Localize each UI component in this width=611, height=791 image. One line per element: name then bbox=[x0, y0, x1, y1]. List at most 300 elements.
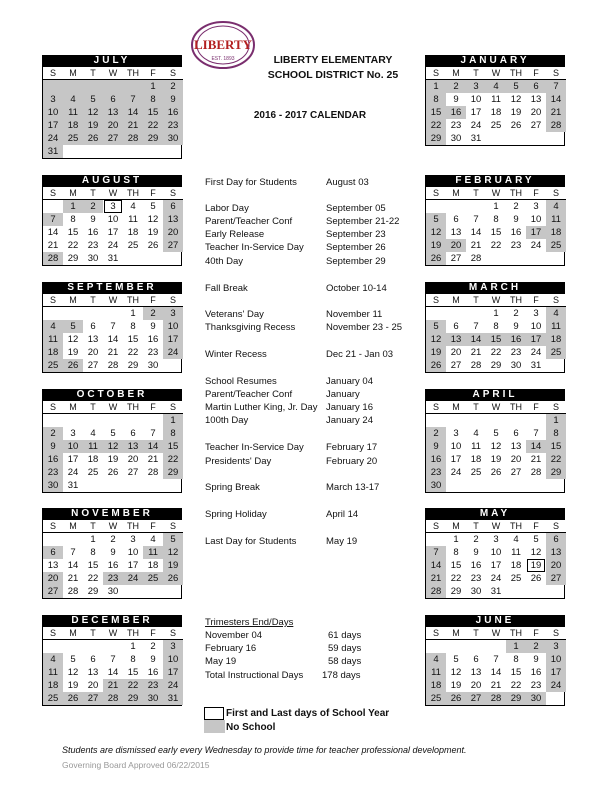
weekday-header: M bbox=[446, 401, 466, 414]
day-cell: 16 bbox=[510, 227, 522, 238]
day-cell: 20 bbox=[530, 107, 542, 118]
month-title: MARCH bbox=[425, 282, 565, 294]
day-cell: 7 bbox=[426, 546, 446, 559]
legend-first-last-swatch bbox=[204, 707, 224, 720]
day-cell: 17 bbox=[490, 560, 502, 571]
day-cell: 18 bbox=[510, 560, 522, 571]
day-cell: 2 bbox=[143, 307, 163, 320]
day-cell: 3 bbox=[163, 307, 183, 320]
empty-cell bbox=[123, 145, 143, 158]
day-cell: 17 bbox=[107, 227, 119, 238]
weekday-header: M bbox=[446, 294, 466, 307]
event-label: First Day for Students bbox=[205, 177, 297, 188]
day-cell: 12 bbox=[426, 226, 446, 239]
day-cell: 21 bbox=[426, 572, 446, 585]
day-cell: 26 bbox=[83, 132, 103, 145]
day-cell: 12 bbox=[67, 334, 79, 345]
weekday-header: W bbox=[486, 520, 506, 533]
event-label: Teacher In-Service Day bbox=[205, 242, 304, 253]
day-cell: 28 bbox=[426, 585, 446, 598]
day-cell: 12 bbox=[530, 547, 542, 558]
day-cell: 22 bbox=[123, 679, 143, 692]
weekday-header: S bbox=[163, 67, 183, 80]
day-cell: 29 bbox=[127, 360, 139, 371]
day-cell: 24 bbox=[107, 240, 119, 251]
day-cell: 19 bbox=[490, 454, 502, 465]
legend-first-last-label: First and Last days of School Year bbox=[226, 708, 390, 719]
day-cell: 10 bbox=[530, 321, 542, 332]
day-cell: 23 bbox=[450, 120, 462, 131]
day-cell: 10 bbox=[450, 441, 462, 452]
day-cell: 4 bbox=[486, 80, 506, 93]
day-cell: 22 bbox=[490, 240, 502, 251]
empty-cell bbox=[123, 585, 143, 598]
weekday-header: F bbox=[143, 67, 163, 80]
trimester-label: February 16 bbox=[205, 643, 257, 654]
day-cell: 17 bbox=[470, 107, 482, 118]
weekday-header: TH bbox=[506, 401, 526, 414]
day-cell: 18 bbox=[63, 119, 83, 132]
school-name: LIBERTY ELEMENTARY SCHOOL DISTRICT No. 25 bbox=[267, 54, 399, 81]
weekday-header: M bbox=[63, 401, 83, 414]
day-cell: 13 bbox=[87, 667, 99, 678]
day-cell: 1 bbox=[143, 80, 163, 93]
day-cell: 31 bbox=[530, 360, 542, 371]
day-cell: 28 bbox=[470, 253, 482, 264]
event-date: Dec 21 - Jan 03 bbox=[326, 349, 394, 360]
day-cell: 23 bbox=[147, 347, 159, 358]
day-cell: 13 bbox=[87, 334, 99, 345]
month-title: OCTOBER bbox=[42, 389, 182, 401]
weekday-header: S bbox=[163, 401, 183, 414]
day-cell: 12 bbox=[426, 333, 446, 346]
empty-cell bbox=[426, 414, 446, 427]
day-cell: 16 bbox=[43, 453, 63, 466]
day-cell: 14 bbox=[490, 667, 502, 678]
day-cell: 28 bbox=[486, 692, 506, 705]
legend-no-school-swatch bbox=[204, 720, 225, 733]
weekday-header: S bbox=[43, 67, 63, 80]
day-cell: 2 bbox=[513, 308, 519, 319]
weekday-header: F bbox=[143, 187, 163, 200]
event-label: Teacher In-Service Day bbox=[205, 442, 304, 453]
day-cell: 27 bbox=[466, 692, 486, 705]
empty-cell bbox=[63, 414, 83, 427]
day-cell: 28 bbox=[530, 467, 542, 478]
day-cell: 1 bbox=[453, 534, 459, 545]
day-cell: 30 bbox=[470, 586, 482, 597]
weekday-header: S bbox=[43, 627, 63, 640]
day-cell: 2 bbox=[150, 641, 156, 652]
day-cell: 9 bbox=[473, 547, 479, 558]
event-label: Early Release bbox=[205, 229, 265, 240]
day-cell: 20 bbox=[127, 454, 139, 465]
day-cell: 3 bbox=[103, 200, 123, 213]
weekday-header: T bbox=[466, 627, 486, 640]
trimester-label: November 04 bbox=[205, 630, 263, 641]
day-cell: 8 bbox=[130, 321, 136, 332]
empty-cell bbox=[83, 145, 103, 158]
day-cell: 8 bbox=[70, 214, 76, 225]
weekday-header: S bbox=[426, 294, 446, 307]
day-cell: 6 bbox=[513, 428, 519, 439]
day-cell: 11 bbox=[546, 320, 566, 333]
day-cell: 25 bbox=[426, 692, 446, 705]
weekday-header: S bbox=[426, 187, 446, 200]
day-cell: 30 bbox=[510, 360, 522, 371]
day-cell: 9 bbox=[163, 93, 183, 106]
day-cell: 17 bbox=[67, 454, 79, 465]
day-cell: 12 bbox=[490, 441, 502, 452]
day-cell: 21 bbox=[107, 347, 119, 358]
day-cell: 4 bbox=[546, 200, 566, 213]
weekday-header: W bbox=[486, 294, 506, 307]
weekday-header: M bbox=[63, 187, 83, 200]
day-cell: 3 bbox=[163, 640, 183, 653]
day-cell: 23 bbox=[43, 466, 63, 479]
day-cell: 6 bbox=[103, 93, 123, 106]
day-cell: 29 bbox=[143, 132, 163, 145]
weekday-header: F bbox=[526, 294, 546, 307]
weekday-header: TH bbox=[506, 520, 526, 533]
day-cell: 3 bbox=[43, 93, 63, 106]
month-october bbox=[42, 389, 182, 493]
month-august bbox=[42, 175, 182, 266]
day-cell: 21 bbox=[67, 573, 79, 584]
empty-cell bbox=[546, 585, 566, 598]
day-cell: 23 bbox=[103, 572, 123, 585]
day-cell: 8 bbox=[130, 654, 136, 665]
day-cell: 25 bbox=[546, 346, 566, 359]
day-cell: 8 bbox=[163, 427, 183, 440]
day-cell: 5 bbox=[493, 428, 499, 439]
trimester-days: 61 days bbox=[328, 630, 362, 641]
day-cell: 29 bbox=[426, 132, 446, 145]
day-cell: 16 bbox=[530, 667, 542, 678]
day-cell: 3 bbox=[546, 640, 566, 653]
month-grid bbox=[425, 67, 565, 146]
day-cell: 9 bbox=[150, 321, 156, 332]
empty-cell bbox=[123, 252, 143, 265]
empty-cell bbox=[486, 479, 506, 492]
month-november bbox=[42, 508, 182, 599]
day-cell: 21 bbox=[470, 347, 482, 358]
day-cell: 20 bbox=[546, 559, 566, 572]
day-cell: 14 bbox=[526, 440, 546, 453]
day-cell: 27 bbox=[87, 360, 99, 371]
month-title: MAY bbox=[425, 508, 565, 520]
day-cell: 5 bbox=[533, 534, 539, 545]
day-cell: 22 bbox=[510, 680, 522, 691]
day-cell: 1 bbox=[493, 201, 499, 212]
day-cell: 16 bbox=[147, 667, 159, 678]
event-date: September 21-22 bbox=[326, 216, 400, 227]
day-cell: 27 bbox=[127, 467, 139, 478]
empty-cell bbox=[103, 640, 123, 653]
day-cell: 7 bbox=[533, 428, 539, 439]
day-cell: 19 bbox=[147, 227, 159, 238]
empty-cell bbox=[63, 533, 83, 546]
day-cell: 25 bbox=[143, 572, 163, 585]
weekday-header: F bbox=[143, 401, 163, 414]
day-cell: 5 bbox=[506, 80, 526, 93]
day-cell: 17 bbox=[526, 333, 546, 346]
day-cell: 16 bbox=[446, 106, 466, 119]
day-cell: 22 bbox=[143, 119, 163, 132]
day-cell: 2 bbox=[473, 534, 479, 545]
weekday-header: W bbox=[486, 187, 506, 200]
empty-cell bbox=[506, 414, 526, 427]
day-cell: 13 bbox=[530, 94, 542, 105]
weekday-header: T bbox=[466, 401, 486, 414]
day-cell: 22 bbox=[127, 347, 139, 358]
event-label: 40th Day bbox=[205, 256, 244, 267]
day-cell: 30 bbox=[450, 133, 462, 144]
empty-cell bbox=[43, 533, 63, 546]
day-cell: 19 bbox=[83, 119, 103, 132]
event-date: September 29 bbox=[326, 256, 386, 267]
day-cell: 15 bbox=[87, 560, 99, 571]
day-cell: 31 bbox=[470, 133, 482, 144]
day-cell: 5 bbox=[110, 428, 116, 439]
day-cell: 3 bbox=[533, 308, 539, 319]
day-cell: 15 bbox=[490, 227, 502, 238]
day-cell: 7 bbox=[110, 321, 116, 332]
day-cell: 18 bbox=[43, 346, 63, 359]
day-cell: 15 bbox=[143, 106, 163, 119]
event-date: October 10-14 bbox=[326, 283, 387, 294]
event-label: Presidents' Day bbox=[205, 456, 272, 467]
day-cell: 12 bbox=[163, 546, 183, 559]
empty-cell bbox=[546, 132, 566, 145]
day-cell: 11 bbox=[511, 547, 521, 558]
empty-cell bbox=[446, 200, 466, 213]
month-may bbox=[425, 508, 565, 599]
day-cell: 17 bbox=[450, 454, 462, 465]
month-september bbox=[42, 282, 182, 373]
empty-cell bbox=[526, 585, 546, 598]
empty-cell bbox=[43, 200, 63, 213]
weekday-header: T bbox=[83, 627, 103, 640]
day-cell: 2 bbox=[446, 80, 466, 93]
month-grid bbox=[425, 520, 565, 599]
weekday-header: W bbox=[103, 627, 123, 640]
day-cell: 17 bbox=[127, 560, 139, 571]
weekday-header: TH bbox=[506, 187, 526, 200]
day-cell: 6 bbox=[453, 214, 459, 225]
day-cell: 1 bbox=[130, 308, 136, 319]
empty-cell bbox=[43, 414, 63, 427]
month-title: DECEMBER bbox=[42, 615, 182, 627]
day-cell: 29 bbox=[67, 253, 79, 264]
day-cell: 18 bbox=[43, 679, 63, 692]
day-cell: 11 bbox=[546, 213, 566, 226]
day-cell: 19 bbox=[526, 559, 546, 572]
day-cell: 8 bbox=[143, 93, 163, 106]
day-cell: 12 bbox=[510, 94, 522, 105]
empty-cell bbox=[63, 80, 83, 93]
day-cell: 15 bbox=[546, 440, 566, 453]
empty-cell bbox=[526, 414, 546, 427]
weekday-header: S bbox=[163, 520, 183, 533]
day-cell: 25 bbox=[43, 359, 63, 372]
weekday-header: T bbox=[83, 187, 103, 200]
weekday-header: F bbox=[526, 627, 546, 640]
day-cell: 8 bbox=[90, 547, 96, 558]
month-january bbox=[425, 55, 565, 146]
day-cell: 29 bbox=[87, 586, 99, 597]
day-cell: 10 bbox=[63, 440, 83, 453]
legend-no-school-label: No School bbox=[226, 722, 276, 733]
day-cell: 11 bbox=[471, 441, 481, 452]
empty-cell bbox=[143, 145, 163, 158]
month-march bbox=[425, 282, 565, 373]
weekday-header: S bbox=[43, 294, 63, 307]
day-cell: 2 bbox=[526, 640, 546, 653]
event-label: Thanksgiving Recess bbox=[205, 322, 296, 333]
day-cell: 5 bbox=[426, 213, 446, 226]
day-cell: 20 bbox=[470, 680, 482, 691]
weekday-header: T bbox=[83, 67, 103, 80]
day-cell: 29 bbox=[506, 692, 526, 705]
day-cell: 13 bbox=[546, 546, 566, 559]
day-cell: 13 bbox=[103, 106, 123, 119]
empty-cell bbox=[63, 640, 83, 653]
empty-cell bbox=[446, 640, 466, 653]
trimester-days: 178 days bbox=[322, 670, 361, 681]
day-cell: 20 bbox=[87, 347, 99, 358]
day-cell: 7 bbox=[43, 213, 63, 226]
day-cell: 27 bbox=[546, 572, 566, 585]
day-cell: 17 bbox=[546, 666, 566, 679]
day-cell: 21 bbox=[490, 680, 502, 691]
month-title: SEPTEMBER bbox=[42, 282, 182, 294]
day-cell: 7 bbox=[123, 93, 143, 106]
month-february bbox=[425, 175, 565, 266]
day-cell: 25 bbox=[63, 132, 83, 145]
month-title: NOVEMBER bbox=[42, 508, 182, 520]
day-cell: 10 bbox=[127, 547, 139, 558]
day-cell: 13 bbox=[446, 333, 466, 346]
day-cell: 24 bbox=[530, 347, 542, 358]
weekday-header: W bbox=[103, 67, 123, 80]
day-cell: 25 bbox=[87, 467, 99, 478]
event-label: 100th Day bbox=[205, 415, 249, 426]
empty-cell bbox=[466, 414, 486, 427]
day-cell: 22 bbox=[87, 573, 99, 584]
day-cell: 24 bbox=[123, 572, 143, 585]
day-cell: 7 bbox=[473, 321, 479, 332]
day-cell: 28 bbox=[43, 252, 63, 265]
day-cell: 15 bbox=[67, 227, 79, 238]
day-cell: 23 bbox=[87, 240, 99, 251]
day-cell: 6 bbox=[90, 321, 96, 332]
day-cell: 29 bbox=[163, 466, 183, 479]
day-cell: 5 bbox=[426, 320, 446, 333]
day-cell: 10 bbox=[530, 214, 542, 225]
day-cell: 15 bbox=[486, 333, 506, 346]
day-cell: 3 bbox=[70, 428, 76, 439]
svg-text:EST. 1893: EST. 1893 bbox=[211, 56, 235, 62]
day-cell: 11 bbox=[491, 94, 501, 105]
day-cell: 23 bbox=[530, 680, 542, 691]
day-cell: 28 bbox=[103, 692, 123, 705]
day-cell: 13 bbox=[450, 227, 462, 238]
day-cell: 30 bbox=[107, 586, 119, 597]
day-cell: 13 bbox=[123, 440, 143, 453]
event-date: February 17 bbox=[326, 442, 378, 453]
weekday-header: F bbox=[526, 401, 546, 414]
day-cell: 20 bbox=[446, 239, 466, 252]
empty-cell bbox=[546, 479, 566, 492]
day-cell: 7 bbox=[70, 547, 76, 558]
weekday-header: M bbox=[446, 627, 466, 640]
day-cell: 9 bbox=[533, 654, 539, 665]
day-cell: 2 bbox=[83, 200, 103, 213]
empty-cell bbox=[163, 252, 183, 265]
empty-cell bbox=[43, 640, 63, 653]
day-cell: 10 bbox=[163, 653, 183, 666]
month-grid bbox=[42, 627, 182, 706]
day-cell: 27 bbox=[450, 253, 462, 264]
weekday-header: TH bbox=[123, 627, 143, 640]
empty-cell bbox=[546, 692, 566, 705]
empty-cell bbox=[526, 252, 546, 265]
weekday-header: S bbox=[426, 627, 446, 640]
weekday-header: S bbox=[43, 520, 63, 533]
day-cell: 5 bbox=[163, 533, 183, 546]
day-cell: 21 bbox=[530, 454, 542, 465]
day-cell: 5 bbox=[63, 320, 83, 333]
weekday-header: S bbox=[546, 627, 566, 640]
month-grid bbox=[42, 187, 182, 266]
day-cell: 14 bbox=[466, 333, 486, 346]
day-cell: 1 bbox=[163, 414, 183, 427]
event-date: September 26 bbox=[326, 242, 386, 253]
weekday-header: T bbox=[466, 520, 486, 533]
day-cell: 28 bbox=[546, 119, 566, 132]
weekday-header: M bbox=[446, 520, 466, 533]
empty-cell bbox=[486, 640, 506, 653]
empty-cell bbox=[43, 307, 63, 320]
event-label: School Resumes bbox=[205, 376, 277, 387]
day-cell: 4 bbox=[473, 428, 479, 439]
weekday-header: T bbox=[83, 401, 103, 414]
empty-cell bbox=[506, 479, 526, 492]
weekday-header: M bbox=[63, 294, 83, 307]
month-june bbox=[425, 615, 565, 706]
day-cell: 14 bbox=[123, 106, 143, 119]
weekday-header: T bbox=[83, 294, 103, 307]
day-cell: 27 bbox=[83, 692, 103, 705]
weekday-header: S bbox=[426, 67, 446, 80]
weekday-header: S bbox=[546, 294, 566, 307]
day-cell: 7 bbox=[110, 654, 116, 665]
day-cell: 1 bbox=[493, 308, 499, 319]
day-cell: 19 bbox=[163, 559, 183, 572]
day-cell: 15 bbox=[127, 334, 139, 345]
event-date: January 04 bbox=[326, 376, 374, 387]
event-date: January bbox=[326, 389, 360, 400]
day-cell: 14 bbox=[107, 334, 119, 345]
day-cell: 20 bbox=[103, 119, 123, 132]
day-cell: 11 bbox=[128, 214, 138, 225]
empty-cell bbox=[163, 359, 183, 372]
day-cell: 20 bbox=[510, 454, 522, 465]
event-date: March 13-17 bbox=[326, 482, 380, 493]
day-cell: 18 bbox=[87, 454, 99, 465]
weekday-header: F bbox=[143, 627, 163, 640]
